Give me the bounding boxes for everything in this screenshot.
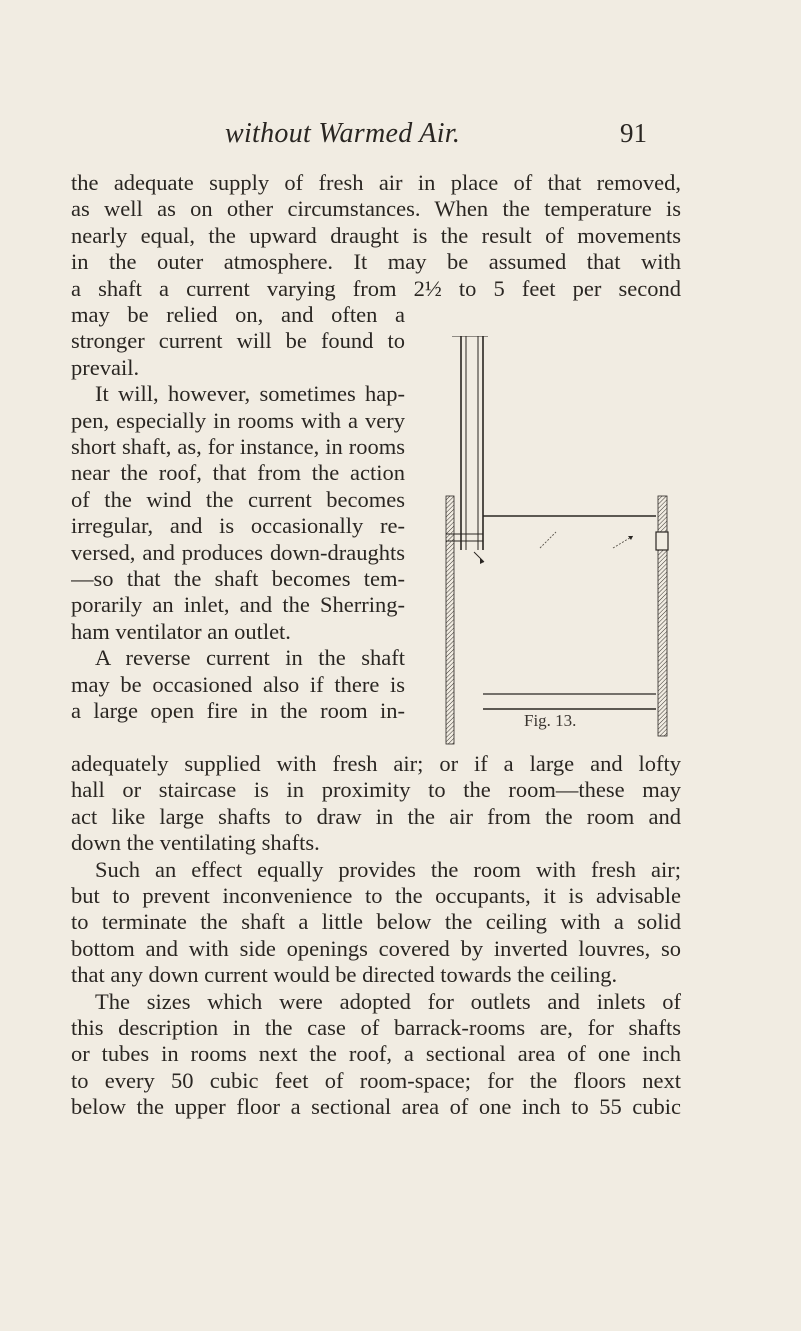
text-line: near the roof, that from the action [71, 460, 405, 486]
text-line: nearly equal, the upward draught is the result of movements [71, 222, 681, 248]
text-line: act like large shafts to draw in the air from the room and [71, 803, 681, 829]
text-line: irregular, and is occasionally re- [71, 513, 405, 539]
figure-caption: Fig. 13. [524, 711, 577, 730]
paragraph-bottom [71, 751, 681, 1121]
running-title: without Warmed Air. [225, 118, 461, 149]
text-line: A reverse current in the shaft [95, 645, 405, 671]
text-line: adequately supplied with fresh air; or if a large and lofty [71, 751, 681, 776]
running-header [0, 118, 801, 148]
text-line: in the outer atmosphere. It may be assumed that with [71, 249, 681, 275]
page-number: 91 [620, 118, 647, 148]
text-line: bottom and with side openings covered by inverted louvres, so [71, 935, 681, 961]
text-line: below the upper floor a sectional area of one inch to 55 cubic [71, 1094, 681, 1120]
text-line: but to prevent inconvenience to the occupants, it is advisable [71, 883, 681, 909]
text-line: may be relied on, and often a [71, 302, 405, 327]
text-line: down the ventilating shafts. [71, 830, 320, 856]
shaft-diagram [440, 336, 680, 756]
paragraph-side [71, 302, 405, 725]
text-line: a shaft a current varying from 2½ to 5 feet per second [71, 275, 681, 301]
text-line: It will, however, sometimes hap- [95, 381, 405, 407]
text-line: versed, and produces down-draughts [71, 539, 405, 565]
text-line: this description in the case of barrack-rooms are, for shafts [71, 1015, 681, 1041]
text-line: stronger current will be found to [71, 328, 405, 354]
text-line: porarily an inlet, and the Sherring- [71, 592, 405, 618]
text-line: Such an effect equally provides the room with fresh air; [95, 856, 681, 882]
figure-ventilation-shaft [440, 336, 680, 756]
text-line: to terminate the shaft a little below the ceiling with a solid [71, 909, 681, 935]
airflow-arrowhead-inlet [628, 536, 633, 540]
text-line: pen, especially in rooms with a very [71, 407, 405, 433]
text-line: prevail. [71, 354, 140, 380]
text-line: —so that the shaft becomes tem- [71, 566, 405, 592]
text-line: or tubes in rooms next the roof, a sectional area of one inch [71, 1041, 681, 1067]
text-line: of the wind the current becomes [71, 486, 405, 512]
text-line: to every 50 cubic feet of room-space; for the floors next [71, 1067, 681, 1093]
text-line: that any down current would be directed towards the ceiling. [71, 962, 618, 988]
text-line: the adequate supply of fresh air in place of that removed, [71, 170, 681, 195]
text-line: as well as on other circumstances. When the temperature is [71, 196, 681, 222]
text-line: short shaft, as, for instance, in rooms [71, 434, 405, 460]
airflow-arrow-diagonal [540, 532, 556, 548]
text-line: ham ventilator an outlet. [71, 618, 291, 644]
text-line: a large open fire in the room in- [71, 698, 405, 724]
text-line: The sizes which were adopted for outlets and inlets of [95, 988, 681, 1014]
paragraph-top [71, 170, 681, 302]
text-line: hall or staircase is in proximity to the room—these may [71, 777, 681, 803]
room-wall-left [446, 496, 454, 744]
sherringham-ventilator [656, 532, 668, 550]
text-line: may be occasioned also if there is [71, 671, 405, 697]
